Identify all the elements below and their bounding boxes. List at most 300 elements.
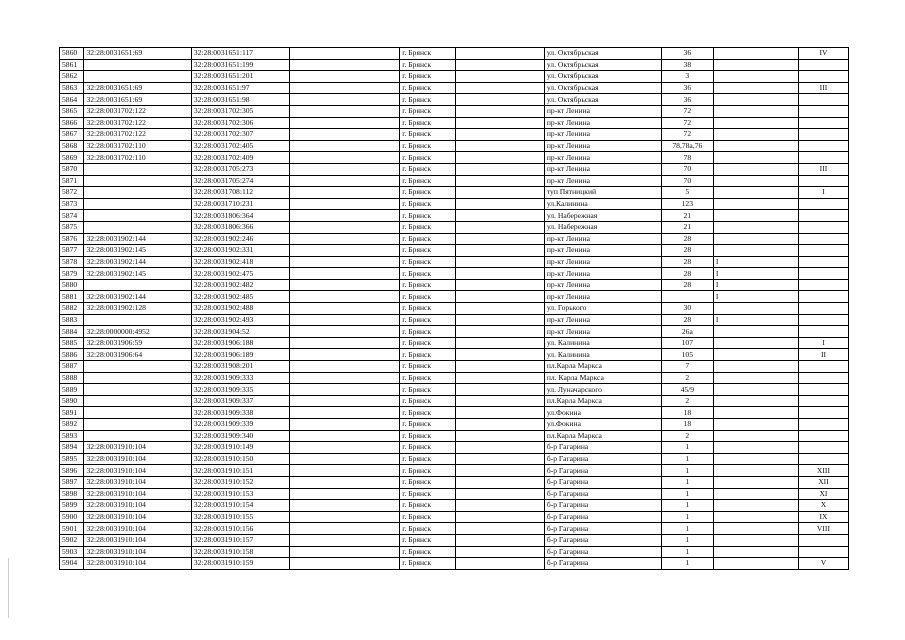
parent-cadastral-number-cell: [84, 163, 191, 175]
roman-number-cell: XI: [798, 488, 848, 500]
house-number-cell: 30: [661, 303, 713, 315]
mark-cell: [713, 59, 798, 71]
city-cell: г. Брянск: [400, 488, 455, 500]
cadastral-number-cell: 32:28:0031702:405: [191, 140, 289, 152]
roman-number-cell: X: [798, 500, 848, 512]
city-cell: г. Брянск: [400, 546, 455, 558]
roman-number-cell: I: [798, 337, 848, 349]
cadastral-number-cell: 32:28:0031906:189: [191, 349, 289, 361]
house-number-cell: 28: [661, 279, 713, 291]
table-row: [60, 291, 849, 303]
mark-cell: [713, 233, 798, 245]
empty-cell: [455, 140, 544, 152]
table-row: [60, 48, 849, 60]
house-number-cell: 1: [661, 476, 713, 488]
street-cell: пр-кт Ленина: [544, 314, 661, 326]
parent-cadastral-number-cell: 32:28:0031902:144: [84, 256, 191, 268]
empty-cell: [289, 117, 400, 129]
table-row: [60, 558, 849, 570]
empty-cell: [455, 523, 544, 535]
mark-cell: I: [713, 291, 798, 303]
empty-cell: [455, 546, 544, 558]
empty-cell: [289, 326, 400, 338]
mark-cell: I: [713, 279, 798, 291]
empty-cell: [455, 59, 544, 71]
house-number-cell: 45/9: [661, 384, 713, 396]
roman-number-cell: II: [798, 349, 848, 361]
table-row: [60, 117, 849, 129]
parent-cadastral-number-cell: 32:28:0031910:104: [84, 523, 191, 535]
house-number-cell: 1: [661, 488, 713, 500]
house-number-cell: 21: [661, 221, 713, 233]
roman-number-cell: [798, 256, 848, 268]
parent-cadastral-number-cell: 32:28:0031910:104: [84, 476, 191, 488]
parent-cadastral-number-cell: 32:28:0031910:104: [84, 534, 191, 546]
city-cell: г. Брянск: [400, 523, 455, 535]
cadastral-number-cell: 32:28:0031902:331: [191, 245, 289, 257]
house-number-cell: 2: [661, 372, 713, 384]
row-number-cell: 5863: [60, 82, 84, 94]
table-row: [60, 233, 849, 245]
roman-number-cell: [798, 175, 848, 187]
mark-cell: [713, 407, 798, 419]
house-number-cell: 36: [661, 94, 713, 106]
mark-cell: [713, 48, 798, 60]
parent-cadastral-number-cell: 32:28:0031702:110: [84, 152, 191, 164]
table-row: [60, 476, 849, 488]
parent-cadastral-number-cell: [84, 210, 191, 222]
roman-number-cell: [798, 117, 848, 129]
row-number-cell: 5874: [60, 210, 84, 222]
row-number-cell: 5875: [60, 221, 84, 233]
empty-cell: [289, 175, 400, 187]
mark-cell: [713, 94, 798, 106]
row-number-cell: 5894: [60, 442, 84, 454]
table-row: [60, 221, 849, 233]
city-cell: г. Брянск: [400, 163, 455, 175]
empty-cell: [455, 303, 544, 315]
street-cell: ул. Октябрьская: [544, 82, 661, 94]
roman-number-cell: [798, 198, 848, 210]
cadastral-number-cell: 32:28:0031910:159: [191, 558, 289, 570]
table-row: [60, 500, 849, 512]
empty-cell: [289, 233, 400, 245]
street-cell: ул. Набережная: [544, 221, 661, 233]
roman-number-cell: [798, 453, 848, 465]
house-number-cell: 21: [661, 210, 713, 222]
row-number-cell: 5862: [60, 71, 84, 83]
empty-cell: [455, 349, 544, 361]
empty-cell: [455, 175, 544, 187]
house-number-cell: 28: [661, 233, 713, 245]
empty-cell: [455, 233, 544, 245]
street-cell: пр-кт Ленина: [544, 279, 661, 291]
city-cell: г. Брянск: [400, 198, 455, 210]
empty-cell: [455, 256, 544, 268]
table-row: [60, 546, 849, 558]
street-cell: пр-кт Ленина: [544, 152, 661, 164]
parent-cadastral-number-cell: [84, 175, 191, 187]
roman-number-cell: [798, 59, 848, 71]
city-cell: г. Брянск: [400, 407, 455, 419]
street-cell: пр-кт Ленина: [544, 129, 661, 141]
table-row: [60, 152, 849, 164]
table-row: [60, 94, 849, 106]
mark-cell: [713, 152, 798, 164]
city-cell: г. Брянск: [400, 384, 455, 396]
roman-number-cell: I: [798, 187, 848, 199]
street-cell: пл.Карла Маркса: [544, 430, 661, 442]
empty-cell: [455, 395, 544, 407]
street-cell: б-р Гагарина: [544, 558, 661, 570]
mark-cell: [713, 175, 798, 187]
roman-number-cell: [798, 534, 848, 546]
register-rows: [60, 48, 849, 570]
roman-number-cell: VIII: [798, 523, 848, 535]
house-number-cell: 107: [661, 337, 713, 349]
street-cell: б-р Гагарина: [544, 523, 661, 535]
roman-number-cell: [798, 105, 848, 117]
cadastral-number-cell: 32:28:0031702:305: [191, 105, 289, 117]
street-cell: ул. Калинина: [544, 337, 661, 349]
street-cell: ул. Октябрьская: [544, 59, 661, 71]
street-cell: пр-кт Ленина: [544, 291, 661, 303]
empty-cell: [289, 279, 400, 291]
cadastral-number-cell: 32:28:0031902:482: [191, 279, 289, 291]
cadastral-number-cell: 32:28:0031902:488: [191, 303, 289, 315]
parent-cadastral-number-cell: 32:28:0031651:69: [84, 48, 191, 60]
street-cell: ул.Калинина: [544, 198, 661, 210]
house-number-cell: 1: [661, 546, 713, 558]
street-cell: ул. Луначарского: [544, 384, 661, 396]
mark-cell: [713, 419, 798, 431]
empty-cell: [289, 372, 400, 384]
roman-number-cell: III: [798, 82, 848, 94]
row-number-cell: 5890: [60, 395, 84, 407]
mark-cell: [713, 395, 798, 407]
mark-cell: [713, 558, 798, 570]
empty-cell: [455, 511, 544, 523]
roman-number-cell: V: [798, 558, 848, 570]
mark-cell: [713, 511, 798, 523]
row-number-cell: 5882: [60, 303, 84, 315]
empty-cell: [455, 279, 544, 291]
empty-cell: [289, 337, 400, 349]
house-number-cell: 36: [661, 82, 713, 94]
city-cell: г. Брянск: [400, 175, 455, 187]
row-number-cell: 5902: [60, 534, 84, 546]
city-cell: г. Брянск: [400, 187, 455, 199]
street-cell: пр-кт Ленина: [544, 105, 661, 117]
parent-cadastral-number-cell: [84, 279, 191, 291]
row-number-cell: 5861: [60, 59, 84, 71]
street-cell: пр-кт Ленина: [544, 163, 661, 175]
empty-cell: [289, 82, 400, 94]
empty-cell: [289, 245, 400, 257]
table-row: [60, 534, 849, 546]
city-cell: г. Брянск: [400, 291, 455, 303]
parent-cadastral-number-cell: 32:28:0031902:144: [84, 291, 191, 303]
street-cell: ул.Фокина: [544, 419, 661, 431]
mark-cell: [713, 337, 798, 349]
empty-cell: [289, 523, 400, 535]
row-number-cell: 5901: [60, 523, 84, 535]
house-number-cell: [661, 291, 713, 303]
table-row: [60, 129, 849, 141]
street-cell: б-р Гагарина: [544, 511, 661, 523]
empty-cell: [455, 372, 544, 384]
street-cell: пр-кт Ленина: [544, 117, 661, 129]
house-number-cell: 1: [661, 465, 713, 477]
house-number-cell: 72: [661, 105, 713, 117]
roman-number-cell: [798, 268, 848, 280]
street-cell: туп Пятницкий: [544, 187, 661, 199]
mark-cell: [713, 384, 798, 396]
empty-cell: [455, 326, 544, 338]
roman-number-cell: [798, 140, 848, 152]
street-cell: пл.Карла Маркса: [544, 361, 661, 373]
city-cell: г. Брянск: [400, 140, 455, 152]
empty-cell: [289, 384, 400, 396]
cadastral-number-cell: 32:28:0031909:340: [191, 430, 289, 442]
roman-number-cell: [798, 94, 848, 106]
parent-cadastral-number-cell: 32:28:0031651:69: [84, 82, 191, 94]
row-number-cell: 5887: [60, 361, 84, 373]
house-number-cell: 7: [661, 361, 713, 373]
parent-cadastral-number-cell: [84, 419, 191, 431]
roman-number-cell: [798, 395, 848, 407]
cadastral-number-cell: 32:28:0031910:150: [191, 453, 289, 465]
roman-number-cell: XII: [798, 476, 848, 488]
table-row: [60, 430, 849, 442]
empty-cell: [289, 221, 400, 233]
empty-cell: [289, 94, 400, 106]
city-cell: г. Брянск: [400, 372, 455, 384]
city-cell: г. Брянск: [400, 303, 455, 315]
row-number-cell: 5877: [60, 245, 84, 257]
parent-cadastral-number-cell: 32:28:0031902:144: [84, 233, 191, 245]
house-number-cell: 36: [661, 48, 713, 60]
house-number-cell: 18: [661, 407, 713, 419]
table-row: [60, 511, 849, 523]
row-number-cell: 5876: [60, 233, 84, 245]
empty-cell: [289, 453, 400, 465]
empty-cell: [289, 430, 400, 442]
city-cell: г. Брянск: [400, 48, 455, 60]
table-row: [60, 210, 849, 222]
cadastral-number-cell: 32:28:0031910:151: [191, 465, 289, 477]
house-number-cell: 38: [661, 59, 713, 71]
empty-cell: [455, 71, 544, 83]
parent-cadastral-number-cell: 32:28:0031902:145: [84, 245, 191, 257]
cadastral-number-cell: 32:28:0031910:155: [191, 511, 289, 523]
roman-number-cell: III: [798, 163, 848, 175]
house-number-cell: 70: [661, 163, 713, 175]
empty-cell: [455, 152, 544, 164]
city-cell: г. Брянск: [400, 326, 455, 338]
row-number-cell: 5872: [60, 187, 84, 199]
row-number-cell: 5873: [60, 198, 84, 210]
mark-cell: [713, 430, 798, 442]
row-number-cell: 5871: [60, 175, 84, 187]
roman-number-cell: [798, 279, 848, 291]
city-cell: г. Брянск: [400, 233, 455, 245]
cadastral-number-cell: 32:28:0031908:201: [191, 361, 289, 373]
row-number-cell: 5898: [60, 488, 84, 500]
house-number-cell: 72: [661, 129, 713, 141]
parent-cadastral-number-cell: 32:28:0031910:104: [84, 511, 191, 523]
parent-cadastral-number-cell: 32:28:0031702:122: [84, 129, 191, 141]
parent-cadastral-number-cell: 32:28:0031910:104: [84, 465, 191, 477]
mark-cell: [713, 71, 798, 83]
table-row: [60, 488, 849, 500]
empty-cell: [289, 59, 400, 71]
empty-cell: [289, 291, 400, 303]
house-number-cell: 123: [661, 198, 713, 210]
house-number-cell: 28: [661, 256, 713, 268]
roman-number-cell: [798, 129, 848, 141]
roman-number-cell: [798, 326, 848, 338]
table-row: [60, 71, 849, 83]
parent-cadastral-number-cell: [84, 372, 191, 384]
parent-cadastral-number-cell: [84, 407, 191, 419]
roman-number-cell: [798, 314, 848, 326]
roman-number-cell: [798, 384, 848, 396]
parent-cadastral-number-cell: 32:28:0031902:128: [84, 303, 191, 315]
cadastral-number-cell: 32:28:0031909:335: [191, 384, 289, 396]
roman-number-cell: [798, 361, 848, 373]
table-row: [60, 245, 849, 257]
empty-cell: [289, 71, 400, 83]
empty-cell: [289, 465, 400, 477]
street-cell: б-р Гагарина: [544, 476, 661, 488]
roman-number-cell: [798, 303, 848, 315]
house-number-cell: 72: [661, 117, 713, 129]
row-number-cell: 5880: [60, 279, 84, 291]
empty-cell: [289, 210, 400, 222]
row-number-cell: 5896: [60, 465, 84, 477]
house-number-cell: 2: [661, 430, 713, 442]
row-number-cell: 5870: [60, 163, 84, 175]
roman-number-cell: [798, 442, 848, 454]
empty-cell: [455, 105, 544, 117]
cadastral-number-cell: 32:28:0031902:485: [191, 291, 289, 303]
empty-cell: [289, 407, 400, 419]
city-cell: г. Брянск: [400, 395, 455, 407]
row-number-cell: 5892: [60, 419, 84, 431]
mark-cell: [713, 523, 798, 535]
city-cell: г. Брянск: [400, 511, 455, 523]
roman-number-cell: XIII: [798, 465, 848, 477]
cadastral-number-cell: 32:28:0031651:201: [191, 71, 289, 83]
table-row: [60, 187, 849, 199]
cadastral-number-cell: 32:28:0031904:52: [191, 326, 289, 338]
street-cell: ул. Набережная: [544, 210, 661, 222]
street-cell: пр-кт Ленина: [544, 175, 661, 187]
city-cell: г. Брянск: [400, 500, 455, 512]
parent-cadastral-number-cell: 32:28:0031906:59: [84, 337, 191, 349]
empty-cell: [289, 268, 400, 280]
parent-cadastral-number-cell: 32:28:0031910:104: [84, 442, 191, 454]
cadastral-number-cell: 32:28:0031910:158: [191, 546, 289, 558]
empty-cell: [455, 210, 544, 222]
empty-cell: [289, 140, 400, 152]
empty-cell: [455, 198, 544, 210]
city-cell: г. Брянск: [400, 349, 455, 361]
empty-cell: [455, 453, 544, 465]
city-cell: г. Брянск: [400, 268, 455, 280]
parent-cadastral-number-cell: [84, 395, 191, 407]
cadastral-number-cell: 32:28:0031909:339: [191, 419, 289, 431]
city-cell: г. Брянск: [400, 94, 455, 106]
house-number-cell: 78: [661, 152, 713, 164]
city-cell: г. Брянск: [400, 476, 455, 488]
row-number-cell: 5885: [60, 337, 84, 349]
row-number-cell: 5878: [60, 256, 84, 268]
row-number-cell: 5903: [60, 546, 84, 558]
cadastral-number-cell: 32:28:0031651:97: [191, 82, 289, 94]
cadastral-number-cell: 32:28:0031909:337: [191, 395, 289, 407]
empty-cell: [455, 129, 544, 141]
mark-cell: [713, 82, 798, 94]
table-row: [60, 303, 849, 315]
table-row: [60, 337, 849, 349]
table-row: [60, 82, 849, 94]
row-number-cell: 5864: [60, 94, 84, 106]
cadastral-number-cell: 32:28:0031910:154: [191, 500, 289, 512]
house-number-cell: 1: [661, 511, 713, 523]
table-row: [60, 175, 849, 187]
empty-cell: [455, 94, 544, 106]
cadastral-number-cell: 32:28:0031910:152: [191, 476, 289, 488]
table-row: [60, 453, 849, 465]
empty-cell: [455, 314, 544, 326]
roman-number-cell: [798, 152, 848, 164]
roman-number-cell: [798, 407, 848, 419]
cadastral-number-cell: 32:28:0031651:199: [191, 59, 289, 71]
parent-cadastral-number-cell: 32:28:0031702:122: [84, 105, 191, 117]
house-number-cell: 1: [661, 523, 713, 535]
house-number-cell: 105: [661, 349, 713, 361]
street-cell: ул. Октябрьская: [544, 71, 661, 83]
register-grid: [59, 47, 849, 570]
empty-cell: [455, 361, 544, 373]
cadastral-number-cell: 32:28:0031806:366: [191, 221, 289, 233]
scan-margin-mark: [8, 558, 9, 618]
empty-cell: [455, 221, 544, 233]
empty-cell: [455, 500, 544, 512]
cadastral-number-cell: 32:28:0031705:274: [191, 175, 289, 187]
mark-cell: [713, 303, 798, 315]
roman-number-cell: [798, 221, 848, 233]
mark-cell: [713, 500, 798, 512]
mark-cell: [713, 453, 798, 465]
mark-cell: [713, 187, 798, 199]
table-row: [60, 326, 849, 338]
parent-cadastral-number-cell: [84, 361, 191, 373]
cadastral-number-cell: 32:28:0031902:418: [191, 256, 289, 268]
mark-cell: [713, 361, 798, 373]
row-number-cell: 5889: [60, 384, 84, 396]
empty-cell: [289, 314, 400, 326]
street-cell: ул. Горького: [544, 303, 661, 315]
mark-cell: [713, 488, 798, 500]
mark-cell: [713, 442, 798, 454]
parent-cadastral-number-cell: 32:28:0031902:145: [84, 268, 191, 280]
mark-cell: [713, 372, 798, 384]
cadastral-number-cell: 32:28:0031708:112: [191, 187, 289, 199]
parent-cadastral-number-cell: 32:28:0031910:104: [84, 488, 191, 500]
